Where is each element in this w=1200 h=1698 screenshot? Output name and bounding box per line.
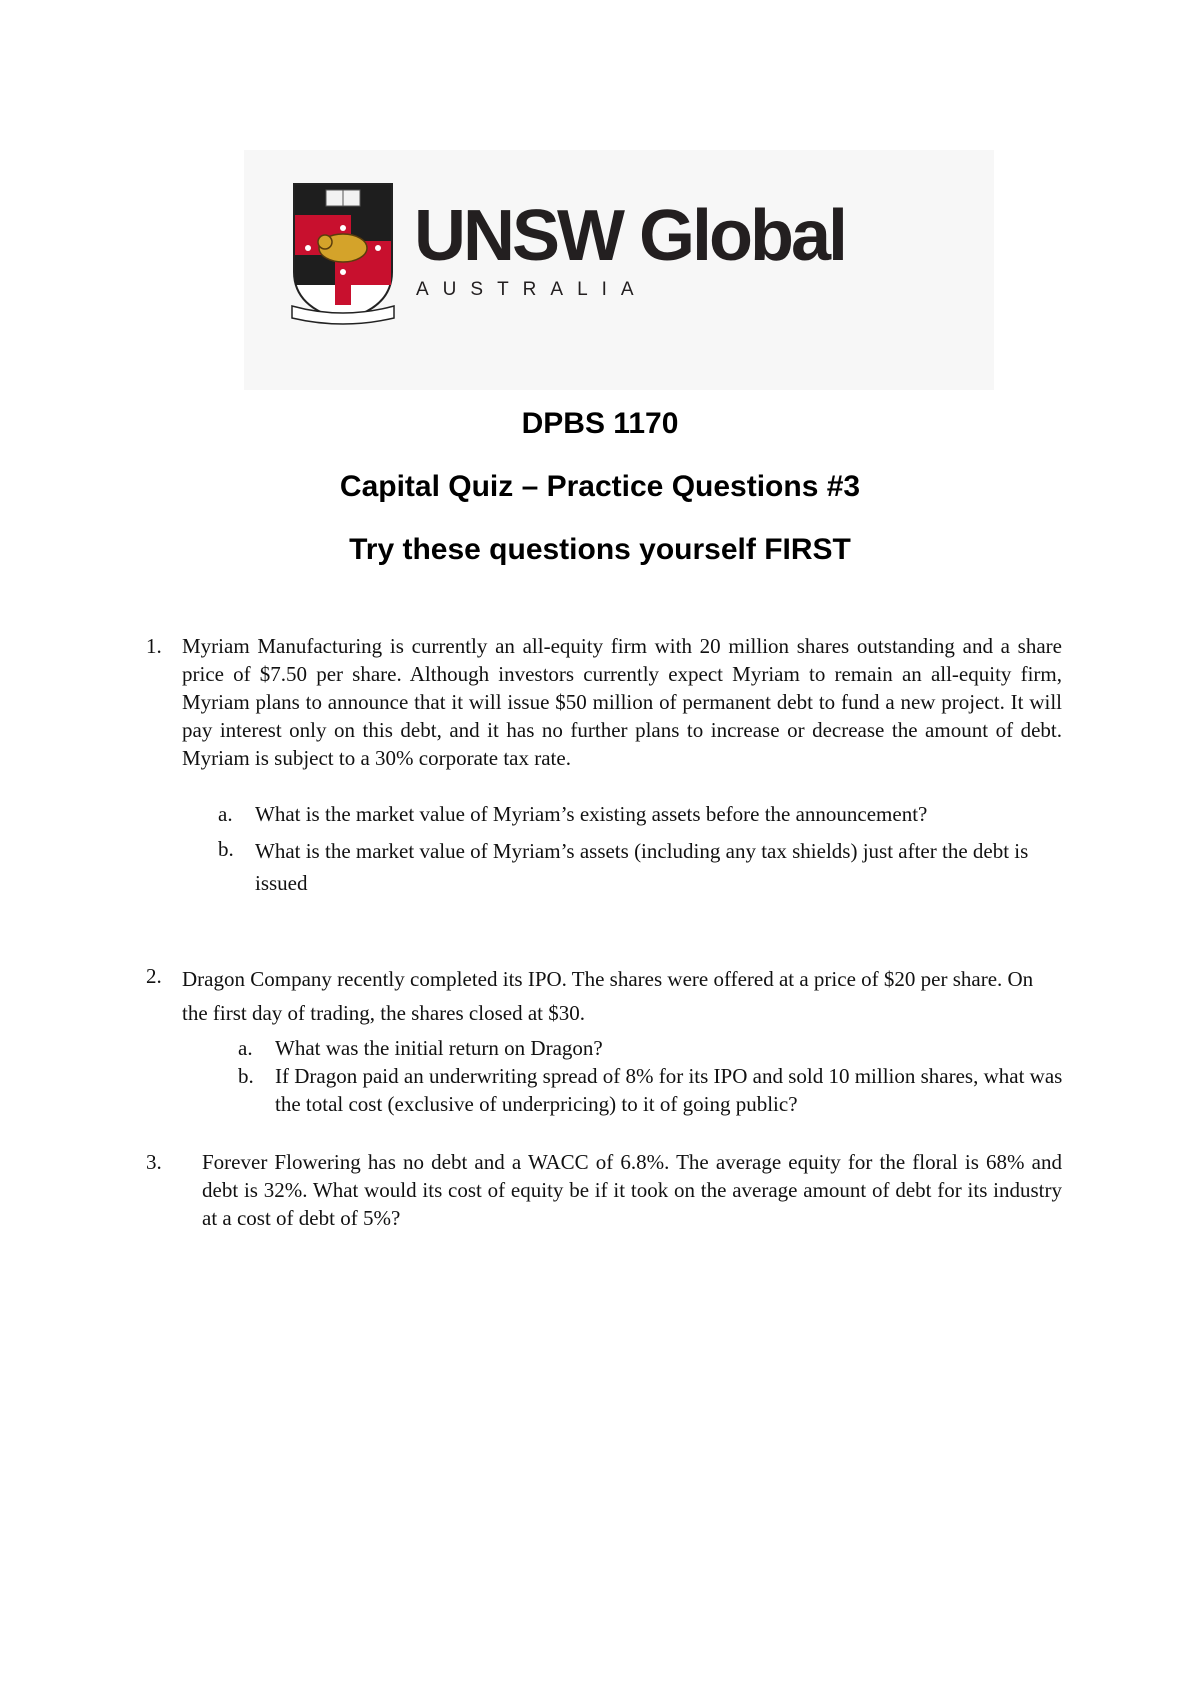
logo-country: AUSTRALIA bbox=[416, 279, 648, 300]
logo-wordmark: UNSW Global bbox=[414, 196, 845, 276]
quiz-title: Capital Quiz – Practice Questions #3 bbox=[339, 470, 861, 503]
question-1-text: Myriam Manufacturing is currently an all-equity firm with 20 million shares outstanding and a share price of $7.50 per share. Although investors currently expect Myriam to remain an all-equity firm, Myriam plans to announce that it will issue $50 million of permanent debt to fund a new project. It will pay interest only on this debt, and it has no further plans to increase or decrease the amount of debt. Myriam is subject to a 30% corporate tax rate. bbox=[182, 634, 1062, 770]
question-2-number: 2. bbox=[146, 964, 162, 988]
question-3-number: 3. bbox=[146, 1150, 162, 1174]
question-2-text: Dragon Company recently completed its IPO. The shares were offered at a price of $20 per share. On the first day of trading, the shares closed at $30. bbox=[182, 967, 1034, 1025]
question-1a-text: What is the market value of Myriam’s existing assets before the announcement? bbox=[255, 802, 928, 826]
question-2a-text: What was the initial return on Dragon? bbox=[275, 1036, 603, 1060]
question-2a-label: a. bbox=[238, 1036, 253, 1060]
instruction-heading: Try these questions yourself FIRST bbox=[349, 533, 851, 566]
course-code: DPBS 1170 bbox=[521, 407, 679, 440]
question-2b-text: If Dragon paid an underwriting spread of 8% for its IPO and sold 10 million shares, what was the total cost (exclusive of underpricing) to it of going public? bbox=[275, 1064, 1063, 1116]
question-3-text: Forever Flowering has no debt and a WACC of 6.8%. The average equity for the floral is 68% and debt is 32%. What would its cost of equity be if it took on the average amount of debt for its industry at a cost of debt of 5%? bbox=[202, 1150, 1062, 1230]
question-1b-text: What is the market value of Myriam’s assets (including any tax shields) just after the debt is issued bbox=[255, 839, 1029, 895]
question-2b-label: b. bbox=[238, 1064, 254, 1088]
question-1-number: 1. bbox=[146, 634, 162, 658]
question-1a-label: a. bbox=[218, 802, 233, 826]
unsw-global-logo bbox=[244, 150, 994, 390]
unsw-crest-icon bbox=[288, 180, 398, 325]
question-1b-label: b. bbox=[218, 837, 234, 861]
